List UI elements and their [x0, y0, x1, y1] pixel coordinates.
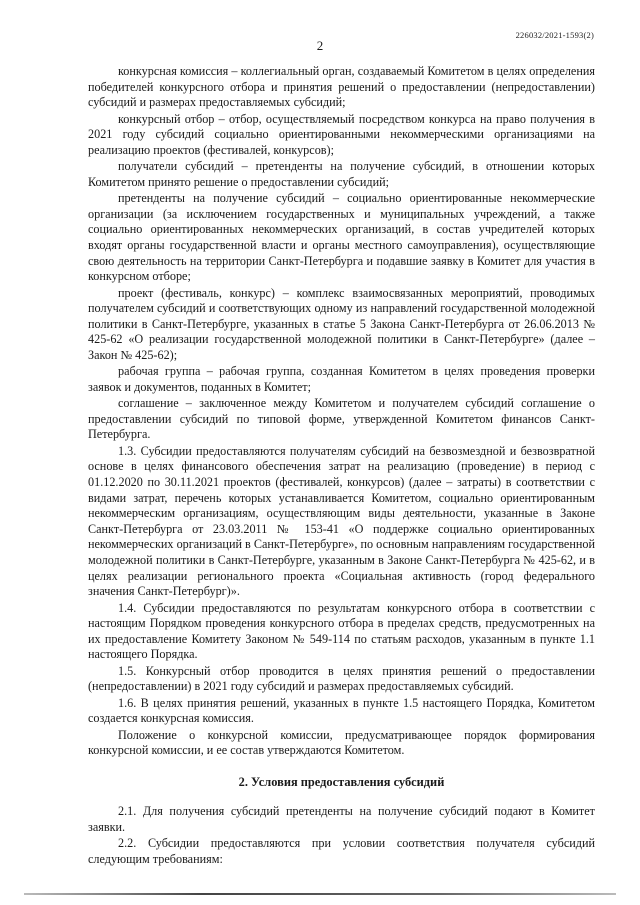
definition-project: проект (фестиваль, конкурс) – комплекс взаимосвязанных мероприятий, проводимых получателем субсидий и соответствующих одному из направлений государственной молодежной политики в Санкт-Петербурге, указанных в статье 5 Закона Санкт-Петербурга от 26.06.2013 № 425-62 «О реализации государственной молодежной политики в Санкт-Петербурге» (далее – Закон № 425-62);: [88, 285, 595, 362]
definition-subsidy-recipients: получатели субсидий – претенденты на получение субсидий, в отношении которых Комитетом принято решение о предоставлении субсидий;: [88, 159, 595, 189]
clause-2-1: 2.1. Для получения субсидий претенденты на получение субсидий подают в Комитет заявки.: [88, 804, 595, 835]
definition-agreement: соглашение – заключенное между Комитетом и получателем субсидий соглашение о предоставлении субсидий по типовой форме, утвержденной Комитетом финансов Санкт-Петербурга.: [88, 396, 595, 442]
clause-1-6: 1.6. В целях принятия решений, указанных в пункте 1.5 настоящего Порядка, Комитетом создается конкурсная комиссия.: [88, 695, 595, 726]
section-2-heading: 2. Условия предоставления субсидий: [238, 774, 445, 789]
clause-1-5: 1.5. Конкурсный отбор проводится в целях принятия решений о предоставлении (непредоставлении) в 2021 году субсидий и размерах предоставляемых субсидий.: [88, 663, 595, 694]
scan-bottom-edge: [24, 893, 616, 895]
clause-1-3: 1.3. Субсидии предоставляются получателям субсидий на безвозмездной и безвозвратной основе в целях финансового обеспечения затрат на реализацию (проведение) в период с 01.12.2020 по 30.11.2021 проектов (фестивалей, конкурсов) (далее – затраты) в соответствии с видами затрат, перечень которых устанавливается Комитетом, социально ориентированным некоммерческим организациям, осуществляющим виды деятельности, указанные в Законе Санкт-Петербурга от 23.03.2011 № 153-41 «О поддержке социально ориентированных некоммерческих организаций в Санкт-Петербурге», по основным направлениям государственной молодежной политики в Санкт-Петербурге, указанным в Законе Санкт-Петербурга № 425-62, и в целях реализации регионального проекта «Социальная активность (город федерального значения Санкт-Петербург)».: [88, 443, 595, 599]
page-number: 2: [316, 38, 324, 53]
commission-regulation-paragraph: Положение о конкурсной комиссии, предусматривающее порядок формирования конкурсной комиссии, и ее состав утверждаются Комитетом.: [88, 727, 595, 758]
definition-working-group: рабочая группа – рабочая группа, созданная Комитетом в целях проведения проверки заявок и документов, поданных в Комитет;: [88, 364, 595, 394]
clause-1-4: 1.4. Субсидии предоставляются по результатам конкурсного отбора в соответствии с настоящим Порядком проведения конкурсного отбора в пределах средств, предусмотренных на их предоставление Комитету Законом № 549-114 по статьям расходов, указанным в пункте 1.1 настоящего Порядка.: [88, 600, 595, 662]
definition-subsidy-applicants: претенденты на получение субсидий – социально ориентированные некоммерческие организации (за исключением государственных и муниципальных учреждений, а также социально ориентированных некоммерческих организаций, в состав учредителей которых входят органы государственной власти и органы местного самоуправления), осуществляющие свою деятельность на территории Санкт-Петербурга и подавшие заявку в Комитет для участия в конкурсном отборе;: [88, 191, 595, 284]
clause-2-2: 2.2. Субсидии предоставляются при условии соответствия получателя субсидий следующим требованиям:: [88, 836, 595, 867]
document-body: [88, 64, 595, 868]
definition-competitive-selection: конкурсный отбор – отбор, осуществляемый посредством конкурса на право получения в 2021 году субсидий социально ориентированными некоммерческими организациями на реализацию проектов (фестивалей, конкурсов);: [88, 111, 595, 157]
definition-competition-commission: конкурсная комиссия – коллегиальный орган, создаваемый Комитетом в целях определения победителей конкурсного отбора и принятия решений о предоставлении (непредоставлении) субсидий и размерах предоставляемых субсидий;: [88, 64, 595, 110]
document-registration-number: 226032/2021-1593(2): [515, 30, 594, 40]
